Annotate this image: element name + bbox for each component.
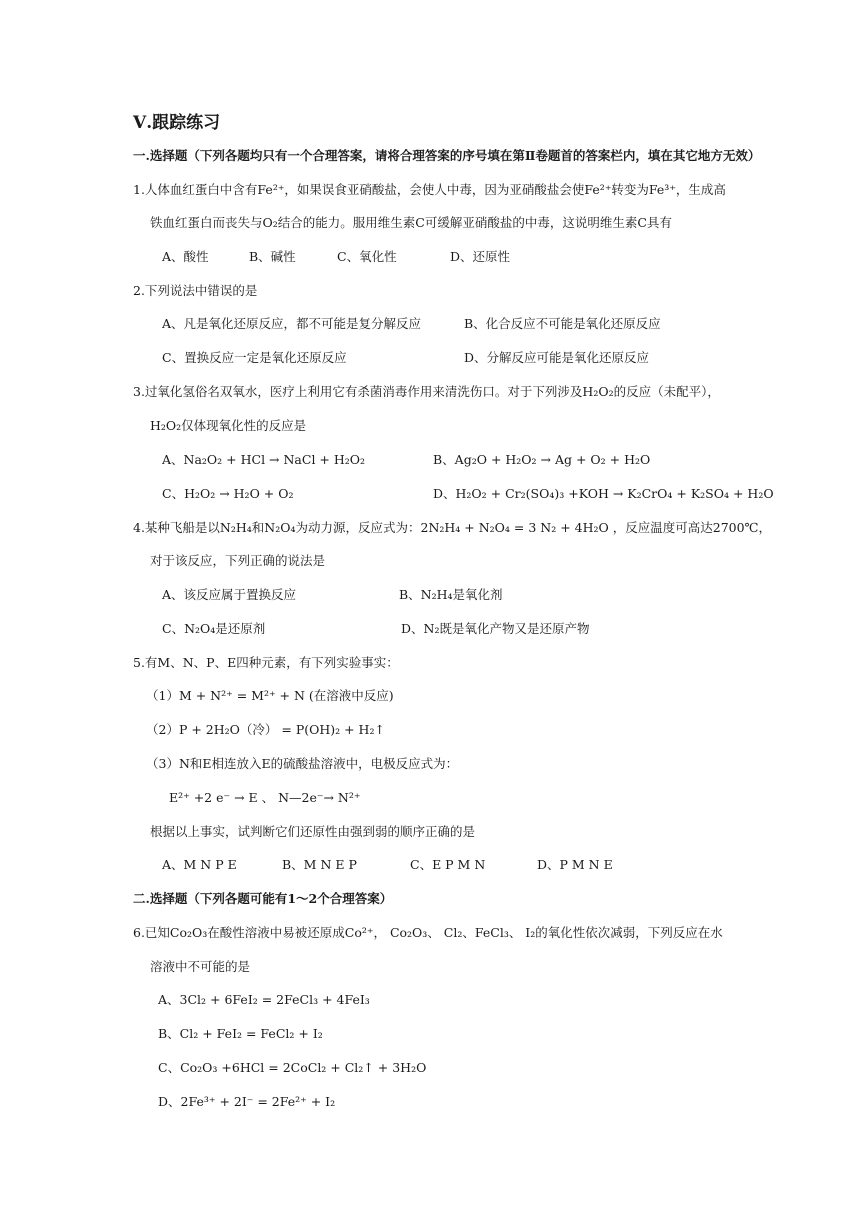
q5-fact-3: （3）N和E相连放入E的硫酸盐溶液中，电极反应式为： xyxy=(146,756,459,771)
q3-line-2: H₂O₂仅体现氧化性的反应是 xyxy=(150,418,307,433)
q6-line-1: 6.已知Co₂O₃在酸性溶液中易被还原成Co²⁺， Co₂O₃、 Cl₂、FeCl₃、 I₂的氧化性依次减弱，下列反应在水 xyxy=(133,925,723,940)
q3-option-c: C、H₂O₂ → H₂O + O₂ xyxy=(162,486,294,501)
q6-option-b: B、Cl₂ + FeI₂ = FeCl₂ + I₂ xyxy=(158,1026,323,1041)
q4-line-1: 4.某种飞船是以N₂H₄和N₂O₄为动力源，反应式为：2N₂H₄ + N₂O₄ = 3 N₂ + 4H₂O ，反应温度可高达2700℃， xyxy=(133,520,772,535)
q5-fact-1: （1）M + N²⁺ = M²⁺ + N (在溶液中反应) xyxy=(146,688,394,703)
q4-option-a: A、该反应属于置换反应 xyxy=(162,587,297,602)
q4-option-c: C、N₂O₄是还原剂 xyxy=(162,621,266,636)
q1-option-d: D、还原性 xyxy=(450,249,511,264)
q2-option-d: D、分解反应可能是氧化还原反应 xyxy=(464,350,650,365)
q1-line-2: 铁血红蛋白而丧失与O₂结合的能力。服用维生素C可缓解亚硝酸盐的中毒，这说明维生素C具有 xyxy=(150,215,672,230)
q1-option-a: A、酸性 xyxy=(162,249,209,264)
q6-option-d: D、2Fe³⁺ + 2I⁻ = 2Fe²⁺ + I₂ xyxy=(158,1094,336,1109)
q5-option-b: B、M N E P xyxy=(282,857,357,872)
q5-fact-2: （2）P + 2H₂O（冷） = P(OH)₂ + H₂↑ xyxy=(146,722,385,737)
q5-option-c: C、E P M N xyxy=(410,857,486,872)
q4-line-2: 对于该反应，下列正确的说法是 xyxy=(150,553,326,568)
q6-option-c: C、Co₂O₃ +6HCl = 2CoCl₂ + Cl₂↑ + 3H₂O xyxy=(158,1060,427,1075)
q1-option-b: B、碱性 xyxy=(249,249,296,264)
q4-option-d: D、N₂既是氧化产物又是还原产物 xyxy=(401,621,590,636)
q5-question: 根据以上事实，试判断它们还原性由强到弱的顺序正确的是 xyxy=(150,824,476,839)
q5-option-d: D、P M N E xyxy=(537,857,613,872)
q3-option-a: A、Na₂O₂ + HCl → NaCl + H₂O₂ xyxy=(162,452,366,467)
q3-line-1: 3.过氧化氢俗名双氧水，医疗上利用它有杀菌消毒作用来清洗伤口。对于下列涉及H₂O₂的反应（未配平）， xyxy=(133,384,720,399)
q5-option-a: A、M N P E xyxy=(162,857,237,872)
q2-option-b: B、化合反应不可能是氧化还原反应 xyxy=(464,316,661,331)
q6-line-2: 溶液中不可能的是 xyxy=(150,959,251,974)
q2-option-c: C、置换反应一定是氧化还原反应 xyxy=(162,350,347,365)
q1-option-c: C、氧化性 xyxy=(337,249,397,264)
q4-option-b: B、N₂H₄是氧化剂 xyxy=(399,587,503,602)
q3-option-d: D、H₂O₂ + Cr₂(SO₄)₃ +KOH → K₂CrO₄ + K₂SO₄ + H₂O xyxy=(433,486,774,501)
section-2-title: 二.选择题（下列各题可能有1～2个合理答案） xyxy=(133,891,393,906)
q2-option-a: A、凡是氧化还原反应，都不可能是复分解反应 xyxy=(162,316,422,331)
q2-line-1: 2.下列说法中错误的是 xyxy=(133,283,258,298)
q5-electrode-equations: E²⁺ +2 e⁻ → E 、 N—2e⁻→ N²⁺ xyxy=(169,790,361,805)
q6-option-a: A、3Cl₂ + 6FeI₂ = 2FeCl₃ + 4FeI₃ xyxy=(158,992,370,1007)
q5-line-1: 5.有M、N、P、E四种元素，有下列实验事实： xyxy=(133,655,399,670)
q1-line-1: 1.人体血红蛋白中含有Fe²⁺，如果误食亚硝酸盐，会使人中毒，因为亚硝酸盐会使Fe²⁺转变为Fe³⁺，生成高 xyxy=(133,182,726,197)
section-heading: Ⅴ.跟踪练习 xyxy=(133,113,221,133)
q3-option-b: B、Ag₂O + H₂O₂ → Ag + O₂ + H₂O xyxy=(433,452,651,467)
section-1-title: 一.选择题（下列各题均只有一个合理答案，请将合理答案的序号填在第Ⅱ卷题首的答案栏内，填在其它地方无效） xyxy=(133,148,761,163)
